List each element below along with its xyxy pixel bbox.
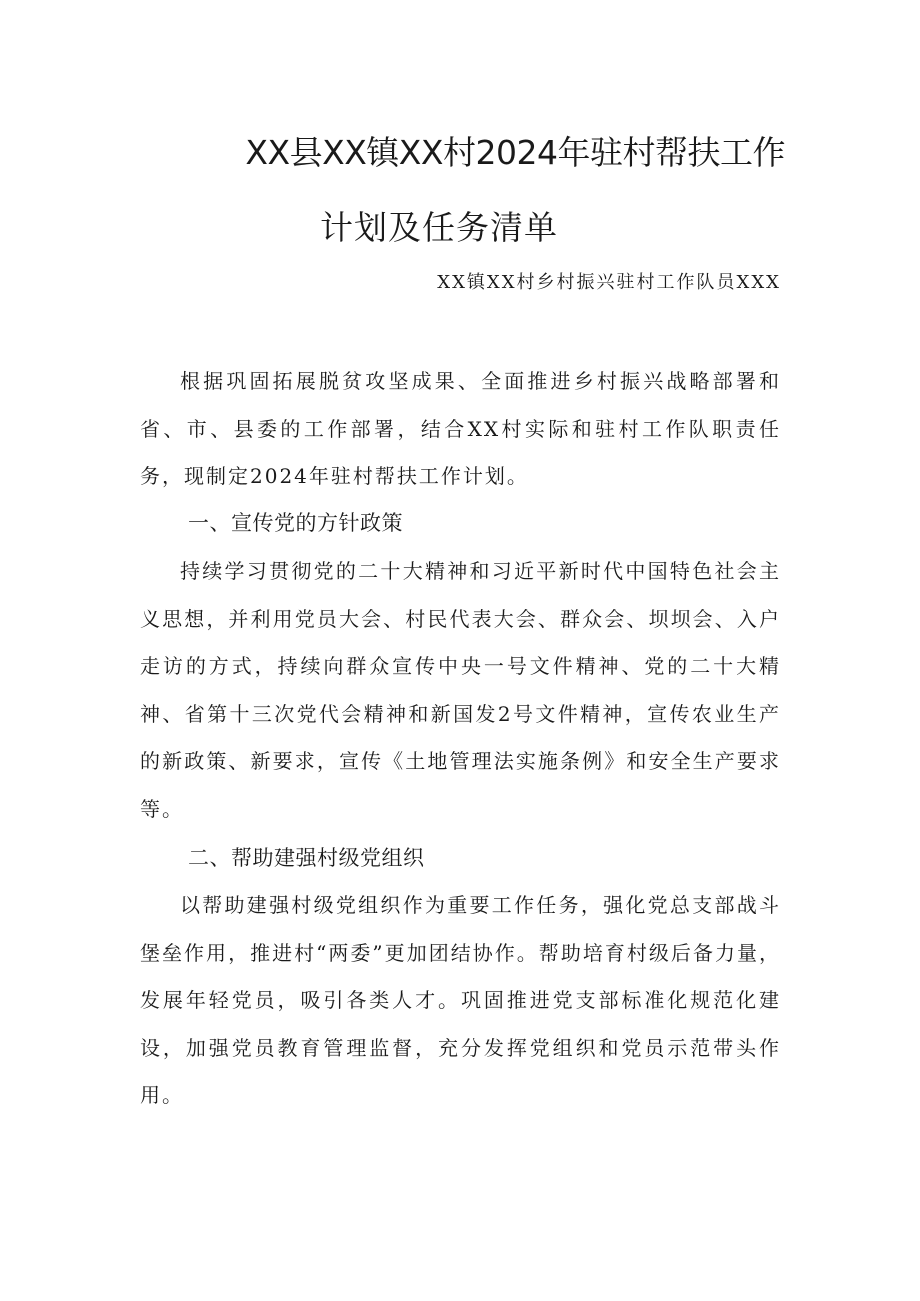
section-heading-1: 一、宣传党的方针政策 (188, 511, 403, 535)
section-heading-2: 二、帮助建强村级党组织 (188, 846, 425, 870)
document-byline: XX镇XX村乡村振兴驻村工作队员XXX (437, 272, 781, 293)
document-title-line-1: XX县XX镇XX村2024年驻村帮扶工作 (245, 133, 785, 172)
section-body-2: 以帮助建强村级党组织作为重要工作任务，强化党总支部战斗堡垒作用，推进村“两委”更加团结协作。帮助培育村级后备力量，发展年轻党员，吸引各类人才。巩固推进党支部标准化规范化建设，加强党员教育管理监督，充分发挥党组织和党员示范带头作用。 (140, 893, 781, 1108)
section-body-1: 持续学习贯彻党的二十大精神和习近平新时代中国特色社会主义思想，并利用党员大会、村民代表大会、群众会、坝坝会、入户走访的方式，持续向群众宣传中央一号文件精神、党的二十大精神、省第十三次党代会精神和新国发2号文件精神，宣传农业生产的新政策、新要求，宣传《土地管理法实施条例》和安全生产要求等。 (140, 559, 781, 821)
document-title-line-2: 计划及任务清单 (320, 208, 558, 247)
intro-paragraph: 根据巩固拓展脱贫攻坚成果、全面推进乡村振兴战略部署和省、市、县委的工作部署，结合XX村实际和驻村工作队职责任务，现制定2024年驻村帮扶工作计划。 (140, 369, 781, 489)
